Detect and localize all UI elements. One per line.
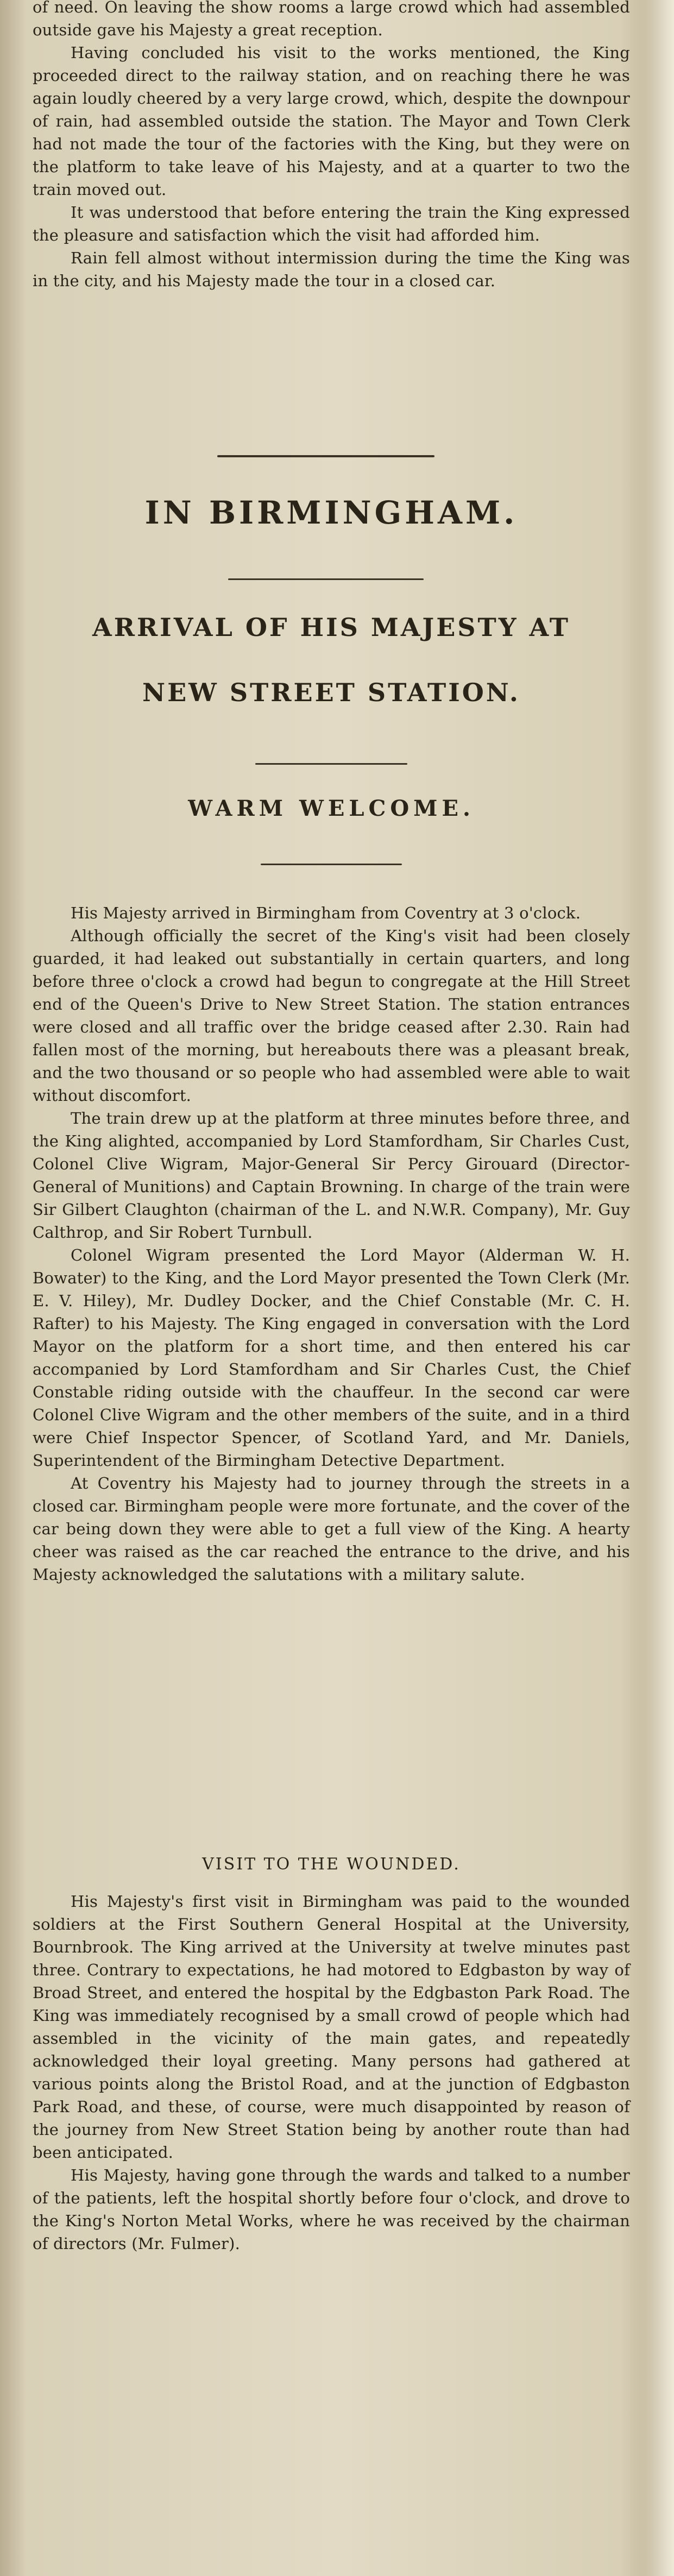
article-body <box>33 902 630 1586</box>
paragraph: It was understood that before entering the train the King expressed the pleasure and satisfaction which the visit had afforded him. <box>33 203 630 244</box>
paragraph: of need. On leaving the show rooms a large crowd which had assembled outside gave his Majesty a great reception. <box>33 0 630 39</box>
headline-in-birmingham: IN BIRMINGHAM. <box>144 494 518 531</box>
paragraph: At Coventry his Majesty had to journey through the streets in a closed car. Birmingham people were more fortunate, and the cover of the car being down they were able to get a full view of the King. A hearty cheer was raised as the car reached the entrance to the drive, and his Majesty acknowledged the salutations with a military salute. <box>33 1474 630 1584</box>
section-divider <box>217 455 434 457</box>
subheading-visit-to-wounded: VISIT TO THE WOUNDED. <box>202 1855 461 1874</box>
paragraph: His Majesty's first visit in Birmingham was paid to the wounded soldiers at the First Southern General Hospital at the University, Bournbrook. The King arrived at the University at twelve minutes past three. Contrary to expectations, he had motored to Edgbaston by way of Broad Street, and entered the hospital by the Edgbaston Park Road. The King was immediately recognised by a small crowd of people which had assembled in the vicinity of the main gates, and repeatedly acknowledged their loyal greeting. Many persons had gathered at various points along the Bristol Road, and at the junction of Edgbaston Park Road, and these, of course, were much disappointed by reason of the journey from New Street Station being by another route than had been anticipated. <box>33 1892 630 2162</box>
paragraph: Colonel Wigram presented the Lord Mayor (Alderman W. H. Bowater) to the King, and the Lord Mayor presented the Town Clerk (Mr. E. V. Hiley), Mr. Dudley Docker, and the Chief Constable (Mr. C. H. Rafter) to his Majesty. The King engaged in conversation with the Lord Mayor on the platform for a short time, and then entered his car accompanied by Lord Stamfordham and Sir Charles Cust, the Chief Constable riding outside with the chauffeur. In the second car were Colonel Clive Wigram and the other members of the suite, and in a third were Chief Inspector Spencer, of Scotland Yard, and Mr. Daniels, Superintendent of the Birmingham Detective Department. <box>33 1246 630 1470</box>
paragraph: His Majesty arrived in Birmingham from Coventry at 3 o'clock. <box>71 904 581 922</box>
paragraph: His Majesty, having gone through the wards and talked to a number of the patients, left the hospital shortly before four o'clock, and drove to the King's Norton Metal Works, where he was received by the chairman of directors (Mr. Fulmer). <box>33 2166 630 2253</box>
headline-arrival-line-1: ARRIVAL OF HIS MAJESTY AT <box>92 613 570 642</box>
article-continuation <box>33 0 630 292</box>
paragraph: The train drew up at the platform at three minutes before three, and the King alighted, accompanied by Lord Stamfordham, Sir Charles Cust, Colonel Clive Wigram, Major-General Sir Percy Girouard (Director-General of Munitions) and Captain Browning. In charge of the train were Sir Gilbert Claughton (chairman of the L. and N.W.R. Company), Mr. Guy Calthrop, and Sir Robert Turnbull. <box>33 1109 630 1242</box>
page-edge <box>636 0 674 2576</box>
divider <box>228 578 424 580</box>
article-wounded <box>33 1890 630 2255</box>
paragraph: Having concluded his visit to the works mentioned, the King proceeded direct to the railway station, and on reaching there he was again loudly cheered by a very large crowd, which, despite the downpour of rain, had assembled outside the station. The Mayor and Town Clerk had not made the tour of the factories with the King, but they were on the platform to take leave of his Majesty, and at a quarter to two the train moved out. <box>33 43 630 199</box>
paragraph: Although officially the secret of the King's visit had been closely guarded, it had leaked out substantially in certain quarters, and long before three o'clock a crowd had begun to congregate at the Hill Street end of the Queen's Drive to New Street Station. The station entrances were closed and all traffic over the bridge ceased after 2.30. Rain had fallen most of the morning, but hereabouts there was a pleasant break, and the two thousand or so people who had assembled were able to wait without discomfort. <box>33 927 630 1105</box>
headline-arrival-line-2: NEW STREET STATION. <box>142 678 520 707</box>
divider <box>261 864 402 865</box>
headline-warm-welcome: WARM WELCOME. <box>188 796 475 821</box>
divider <box>255 763 407 765</box>
paragraph: Rain fell almost without intermission during the time the King was in the city, and his Majesty made the tour in a closed car. <box>33 249 630 290</box>
